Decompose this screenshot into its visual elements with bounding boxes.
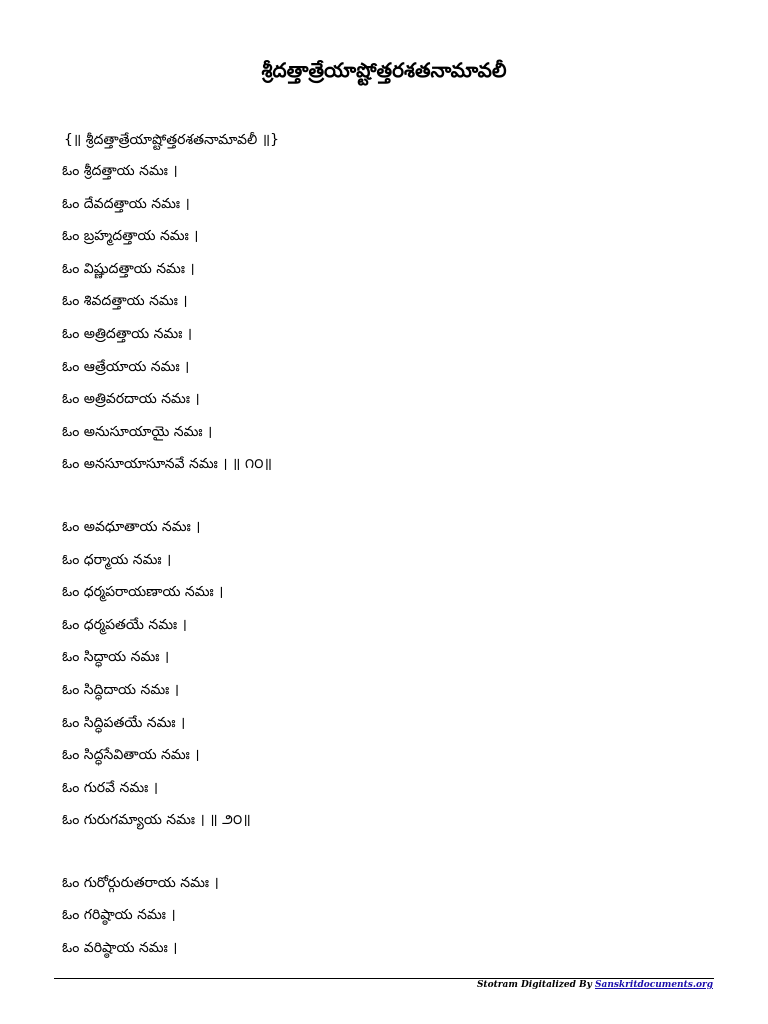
list-item: ఓం బ్రహ్మదత్తాయ నమః ।: [62, 228, 199, 245]
footer-divider: [54, 978, 714, 979]
list-item: ఓం అత్రిదత్తాయ నమః ।: [62, 325, 193, 342]
stotram-content: [62, 125, 722, 965]
list-item: ఓం సిద్ధాయ నమః ।: [62, 649, 170, 666]
list-item: ఓం అవధూతాయ నమః ।: [62, 518, 201, 535]
list-item: ఓం ధర్మపతయే నమః ।: [62, 616, 187, 633]
list-item: ఓం అనుసూయాయై నమః ।: [62, 423, 213, 440]
list-item: ఓం అత్రివరదాయ నమః ।: [62, 391, 200, 408]
group-2: [62, 511, 722, 837]
list-item: ఓం సిద్ధిపతయే నమః ।: [62, 714, 186, 731]
group-gap: [62, 837, 722, 867]
sanskritdocuments-link[interactable]: Sanskritdocuments.org: [594, 980, 713, 990]
list-item: ఓం శ్రీదత్తాయ నమః ।: [62, 163, 178, 179]
list-item: ఓం గురవే నమః ।: [62, 779, 159, 796]
list-item: ఓం సిద్ధిదాయ నమః ।: [62, 681, 180, 698]
list-item: ఓం శివదత్తాయ నమః ।: [62, 293, 188, 310]
list-item: ఓం అనసూయాసూనవే నమః । ॥ ౧౦॥: [62, 456, 273, 473]
list-item: ఓం గరిష్ఠాయ నమః ।: [62, 907, 176, 924]
group-1: [62, 155, 722, 481]
page-title: శ్రీదత్తాత్రేయాష్టోత్తరశతనామావలీ: [261, 58, 507, 82]
list-item: ఓం వరిష్ఠాయ నమః ।: [62, 940, 178, 957]
list-item: ఓం దేవదత్తాయ నమః ।: [62, 195, 190, 212]
footer: [477, 980, 713, 990]
list-item: ఓం సిద్ధసేవితాయ నమః ।: [62, 747, 200, 764]
list-item: ఓం గురుగమ్యాయ నమః । ॥ ౨౦॥: [62, 812, 251, 829]
list-item: ఓం ఆత్రేయాయ నమః ।: [62, 358, 190, 375]
group-3: [62, 867, 722, 965]
group-gap: [62, 481, 722, 511]
list-item: ఓం గురోర్గురుతరాయ నమః ।: [62, 874, 219, 891]
header-line: {॥ శ్రీదత్తాత్రేయాష్టోత్తరశతనామావలీ ॥}: [64, 132, 280, 148]
list-item: ఓం విష్ణుదత్తాయ నమః ।: [62, 260, 195, 277]
list-item: ఓం ధర్మాయ నమః ।: [62, 551, 172, 568]
footer-prefix: Stotram Digitalized By: [476, 980, 595, 990]
list-item: ఓం ధర్మపరాయణాయ నమః ।: [62, 584, 224, 601]
